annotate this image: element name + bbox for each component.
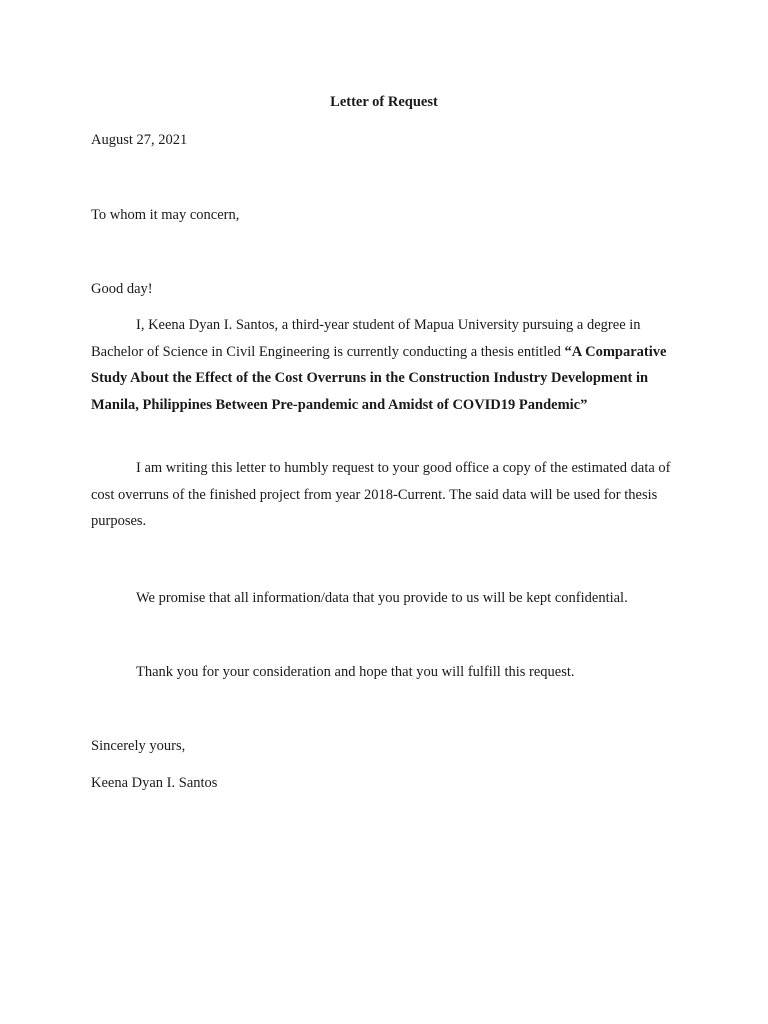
letter-title: Letter of Request [330, 94, 438, 110]
paragraph-request: I am writing this letter to humbly request to your good office a copy of the estimated data of cost overruns of the finished project from year 2018-Current. The said data will be used for thesis purposes. [91, 460, 671, 529]
greeting: Good day! [91, 281, 153, 297]
signature-name: Keena Dyan I. Santos [91, 775, 218, 791]
thesis-title: “A Comparative Study About the Effect of the Cost Overruns in the Construction Industry Development in Manila, Philippines Between Pre-pandemic and Amidst of COVID19 Pandemic” [91, 343, 667, 413]
paragraph-confidentiality: We promise that all information/data that you provide to us will be kept confidential. [136, 590, 628, 606]
salutation: To whom it may concern, [91, 207, 240, 223]
letter-date: August 27, 2021 [91, 132, 188, 148]
paragraph-thanks: Thank you for your consideration and hope that you will fulfill this request. [136, 664, 575, 680]
paragraph-introduction [91, 312, 681, 418]
paragraph-introduction-text: I, Keena Dyan I. Santos, a third-year student of Mapua University pursuing a degree in Bachelor of Science in Civil Engineering is currently conducting a thesis entitled [91, 317, 641, 360]
closing: Sincerely yours, [91, 738, 186, 754]
